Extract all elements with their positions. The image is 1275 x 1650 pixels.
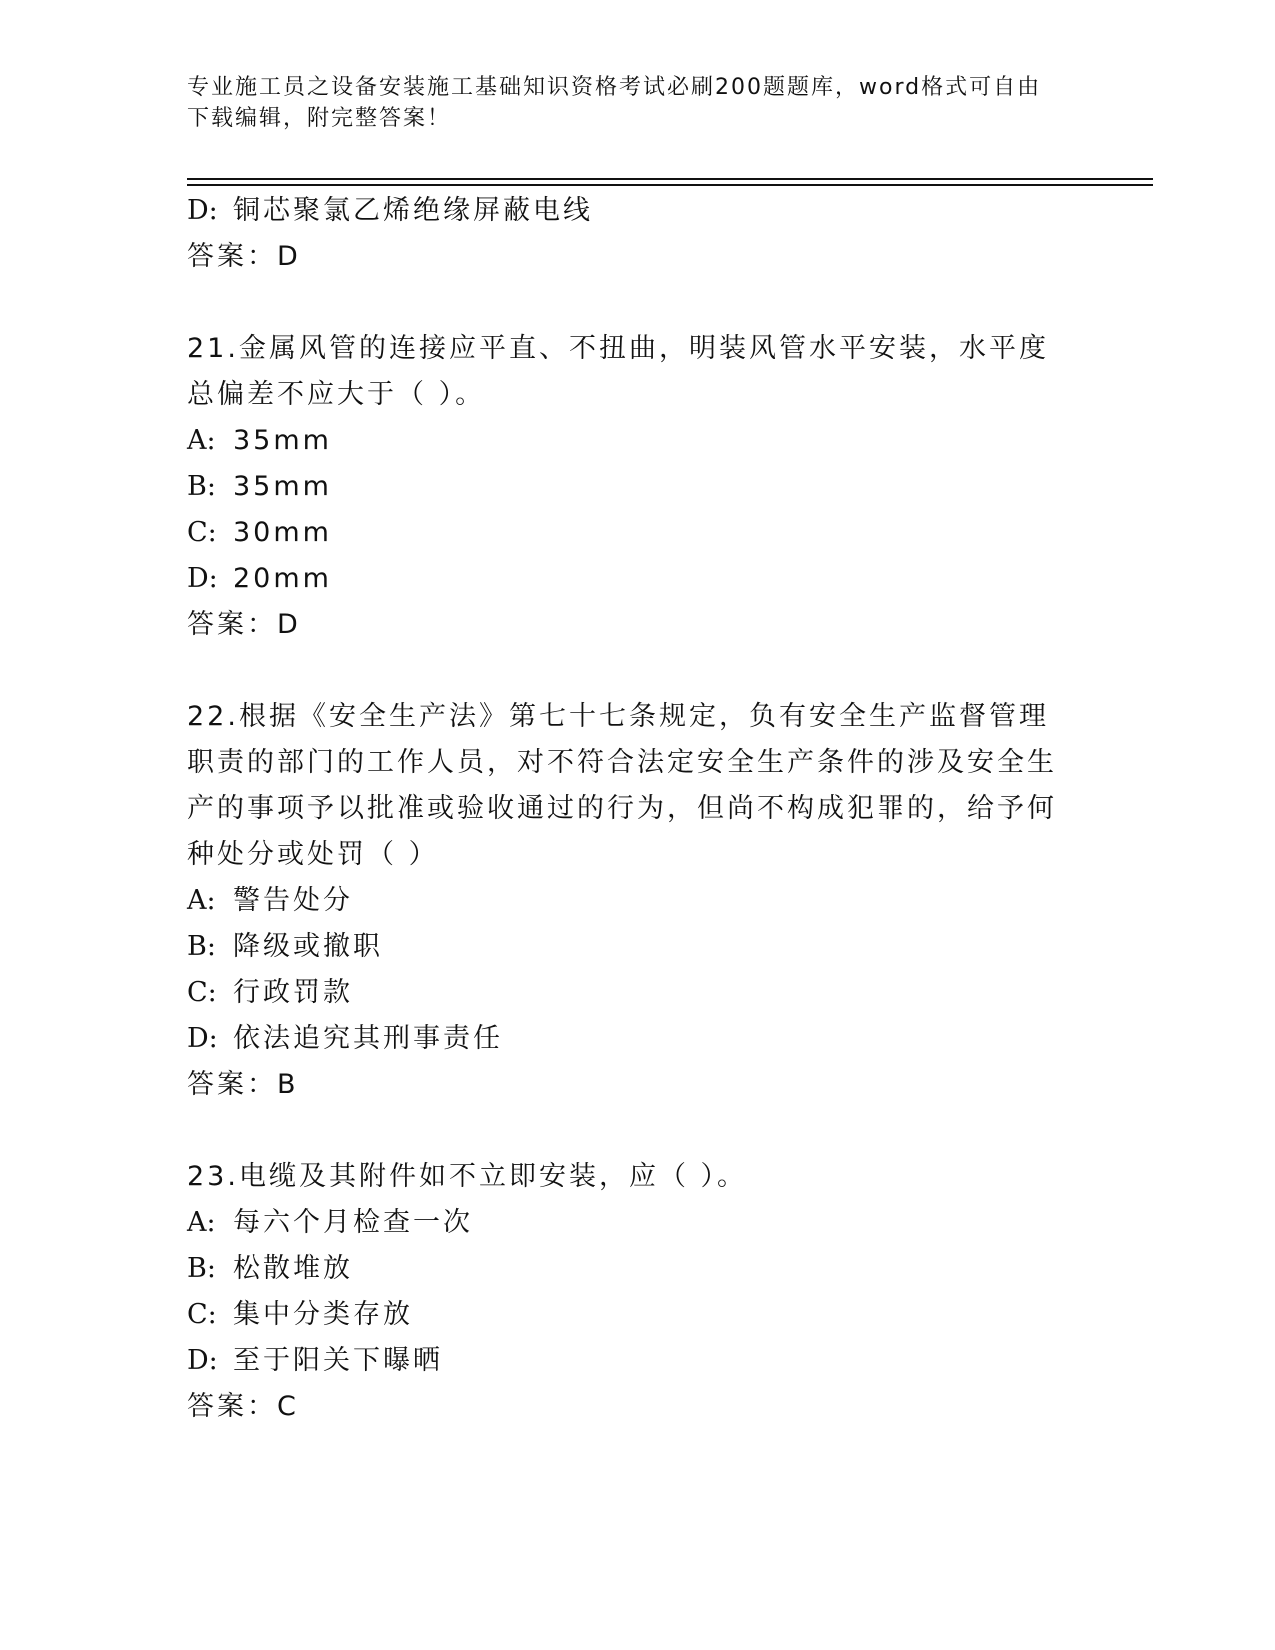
option-text: 依法追究其刑事责任 (233, 1023, 503, 1054)
header-line-2: 下载编辑，附完整答案！ (187, 106, 452, 131)
option-text: 至于阳关下曝晒 (233, 1345, 443, 1376)
prev-answer: 答案：D (187, 241, 301, 272)
option-letter: C: (187, 1299, 217, 1330)
option-letter: C: (187, 517, 217, 548)
q21-option-d (187, 556, 1087, 602)
option-letter: D: (187, 195, 218, 226)
option-text: 降级或撤职 (233, 931, 383, 962)
q22-answer: 答案：B (187, 1069, 299, 1100)
q23-option-b (187, 1246, 1087, 1292)
option-letter: B: (187, 931, 216, 962)
header-line-1: 专业施工员之设备安装施工基础知识资格考试必刷200题题库，word格式可自由 (187, 75, 1042, 100)
q23-option-a (187, 1200, 1087, 1246)
q22-option-a (187, 878, 1087, 924)
q23-answer: 答案：C (187, 1391, 299, 1422)
question-21-text: 21.金属风管的连接应平直、不扭曲，明装风管水平安装，水平度总偏差不应大于（ ）。 (187, 333, 1049, 410)
question-23-text: 23.电缆及其附件如不立即安装，应（ ）。 (187, 1161, 748, 1192)
option-letter: A: (187, 1207, 216, 1238)
q23-option-c (187, 1292, 1087, 1338)
option-text: 20mm (233, 563, 332, 594)
option-letter: C: (187, 977, 217, 1008)
q22-option-b (187, 924, 1087, 970)
header-rule-bottom (187, 184, 1153, 186)
spacer (187, 1108, 1087, 1154)
prev-option-d (187, 188, 1087, 234)
spacer (187, 648, 1087, 694)
document-header (187, 72, 1087, 134)
option-letter: D: (187, 1345, 218, 1376)
option-letter: B: (187, 471, 216, 502)
option-text: 35mm (233, 425, 332, 456)
question-content (187, 188, 1087, 1430)
option-letter: D: (187, 563, 218, 594)
q21-option-a (187, 418, 1087, 464)
q21-answer: 答案：D (187, 609, 301, 640)
option-text: 每六个月检查一次 (233, 1207, 473, 1238)
option-text: 铜芯聚氯乙烯绝缘屏蔽电线 (233, 195, 593, 226)
q23-option-d (187, 1338, 1087, 1384)
option-letter: B: (187, 1253, 216, 1284)
q21-option-b (187, 464, 1087, 510)
option-text: 集中分类存放 (233, 1299, 413, 1330)
option-letter: D: (187, 1023, 218, 1054)
option-text: 35mm (233, 471, 332, 502)
option-letter: A: (187, 425, 216, 456)
q22-option-d (187, 1016, 1087, 1062)
q22-option-c (187, 970, 1087, 1016)
option-text: 30mm (233, 517, 332, 548)
question-22-text: 22.根据《安全生产法》第七十七条规定，负有安全生产监督管理职责的部门的工作人员，对不符合法定安全生产条件的涉及安全生产的事项予以批准或验收通过的行为，但尚不构成犯罪的，给予何种处分或处罚（ ） (187, 701, 1057, 870)
q21-option-c (187, 510, 1087, 556)
option-text: 警告处分 (233, 885, 353, 916)
option-text: 松散堆放 (233, 1253, 353, 1284)
header-rule-top (187, 178, 1153, 180)
option-text: 行政罚款 (233, 977, 353, 1008)
option-letter: A: (187, 885, 216, 916)
spacer (187, 280, 1087, 326)
